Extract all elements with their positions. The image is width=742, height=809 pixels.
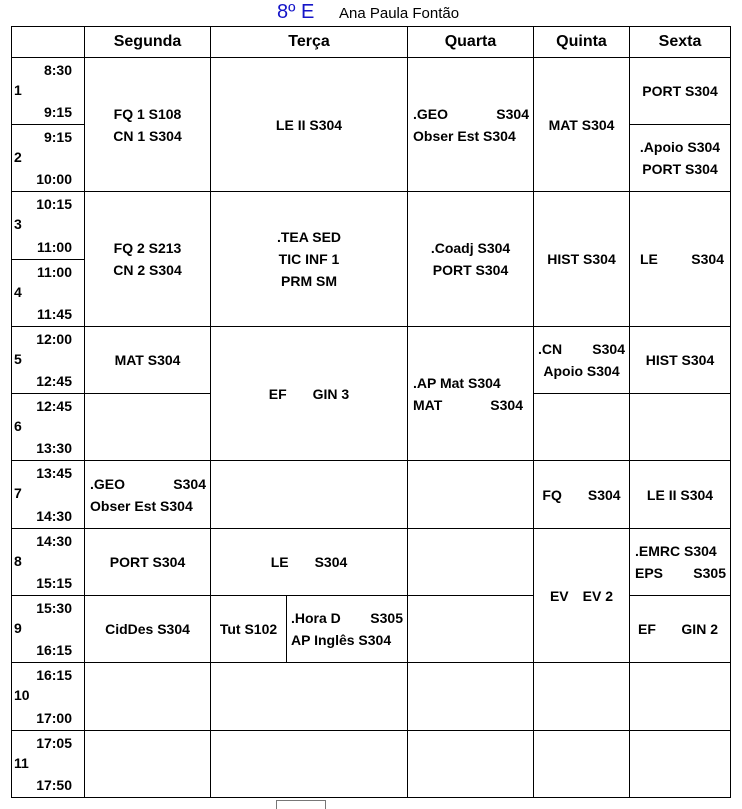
- lesson-line: MAT S304: [548, 116, 615, 133]
- period-start: 11:00: [36, 264, 72, 280]
- lesson-line: [211, 383, 407, 405]
- lesson-line: Obser Est S304: [413, 127, 516, 144]
- period-start: 12:00: [36, 331, 72, 347]
- day-header-sexta: Sexta: [630, 27, 731, 58]
- day-header-terca: Terça: [211, 27, 408, 58]
- lesson-line: PORT S304: [642, 161, 718, 177]
- period-start: 17:05: [36, 735, 72, 751]
- lesson-line: [534, 484, 629, 506]
- period-end: 11:45: [36, 306, 72, 322]
- lesson-line: [211, 551, 407, 573]
- period-end: 9:15: [43, 104, 72, 120]
- footer-box: [276, 800, 326, 809]
- period-time-cell: [12, 327, 85, 394]
- lesson-cell: [211, 327, 408, 461]
- lesson-line: FQ 2 S213: [113, 240, 182, 256]
- period-number: 5: [14, 351, 22, 367]
- period-time-cell: [12, 394, 85, 461]
- period-time-cell: [12, 260, 85, 327]
- period-start: 8:30: [43, 62, 72, 78]
- period-end: 17:50: [36, 777, 72, 793]
- lesson-cell: [630, 192, 731, 327]
- day-header-row: [12, 27, 731, 58]
- lesson-line: HIST S304: [645, 352, 715, 368]
- empty-cell: [408, 529, 534, 596]
- period-time-cell: [12, 192, 85, 260]
- lesson-line: PORT S304: [109, 554, 186, 570]
- lesson-line: MAT S304: [114, 352, 181, 368]
- period-row: [12, 461, 731, 529]
- lesson-line: [90, 473, 210, 495]
- day-header-quinta: Quinta: [534, 27, 630, 58]
- lesson-line: [534, 585, 629, 607]
- lesson-line: LE II S304: [275, 116, 343, 133]
- lesson-subject: LE: [640, 251, 658, 267]
- period-start: 13:45: [36, 465, 72, 481]
- period-number: 3: [14, 216, 22, 232]
- lesson-line: [534, 338, 629, 360]
- period-number: 8: [14, 553, 22, 569]
- lesson-room: S304: [592, 341, 625, 357]
- period-number: 10: [14, 687, 30, 703]
- lesson-line: Obser Est S304: [90, 497, 193, 514]
- lesson-room: S304: [691, 251, 724, 267]
- lesson-subject: .CN: [538, 341, 563, 357]
- lesson-line: CN 1 S304: [113, 127, 182, 144]
- period-number: 2: [14, 149, 22, 165]
- lesson-cell: [85, 461, 211, 529]
- lesson-subject: MAT: [413, 396, 443, 413]
- timetable: [11, 26, 731, 798]
- lesson-line: [291, 607, 407, 629]
- lesson-subject: .GEO: [413, 105, 449, 122]
- period-start: 9:15: [43, 129, 72, 145]
- lesson-line: PRM SM: [281, 273, 337, 289]
- teacher-name: Ana Paula Fontão: [339, 5, 460, 22]
- empty-cell: [630, 731, 731, 798]
- period-start: 14:30: [36, 533, 72, 549]
- lesson-line: PORT S304: [432, 262, 509, 278]
- lesson-cell: [85, 596, 211, 663]
- class-name: 8º E: [277, 1, 315, 23]
- day-header-segunda: Segunda: [85, 27, 211, 58]
- lesson-subject: .GEO: [90, 475, 126, 492]
- empty-cell: [408, 596, 534, 663]
- lesson-line: [630, 618, 730, 640]
- lesson-cell: [534, 327, 630, 394]
- period-row: [12, 663, 731, 731]
- lesson-cell: [630, 58, 731, 125]
- period-row: [12, 58, 731, 125]
- lesson-room: S304: [587, 486, 621, 503]
- lesson-room: S304: [314, 554, 348, 570]
- period-row: [12, 529, 731, 596]
- period-end: 10:00: [36, 171, 72, 187]
- period-start: 12:45: [36, 398, 72, 414]
- period-time-cell: [12, 663, 85, 731]
- period-start: 15:30: [36, 600, 72, 616]
- lesson-line: [413, 103, 533, 125]
- lesson-room: S304: [173, 475, 206, 492]
- empty-cell: [211, 663, 408, 731]
- lesson-cell: [85, 327, 211, 394]
- lesson-room: S305: [693, 565, 726, 581]
- lesson-line: Apoio S304: [543, 363, 620, 379]
- lesson-line: HIST S304: [547, 251, 616, 267]
- period-start: 10:15: [36, 196, 72, 212]
- period-number: 1: [14, 82, 22, 98]
- period-number: 6: [14, 418, 22, 434]
- period-start: 16:15: [36, 667, 72, 683]
- period-end: 11:00: [36, 239, 72, 255]
- lesson-cell: [630, 461, 731, 529]
- lesson-line: [635, 562, 730, 584]
- lesson-cell: [408, 327, 534, 461]
- lesson-line: .AP Mat S304: [413, 374, 501, 391]
- lesson-line: AP Inglês S304: [291, 632, 392, 648]
- period-end: 13:30: [36, 440, 72, 456]
- empty-cell: [408, 731, 534, 798]
- lesson-line: Tut S102: [219, 621, 278, 637]
- lesson-cell: [534, 461, 630, 529]
- lesson-cell: [211, 529, 408, 596]
- lesson-cell: [630, 125, 731, 192]
- period-time-cell: [12, 529, 85, 596]
- lesson-room: S304: [490, 396, 523, 413]
- period-number: 9: [14, 620, 22, 636]
- period-end: 15:15: [36, 575, 72, 591]
- lesson-subject: EV: [549, 587, 569, 604]
- lesson-cell: [287, 596, 408, 663]
- lesson-room: S305: [370, 610, 403, 626]
- lesson-line: .Coadj S304: [430, 240, 511, 256]
- lesson-cell: [534, 192, 630, 327]
- period-end: 16:15: [36, 642, 72, 658]
- lesson-cell: [408, 192, 534, 327]
- lesson-cell: [211, 58, 408, 192]
- empty-cell: [85, 731, 211, 798]
- lesson-subject: EPS: [635, 565, 664, 581]
- period-number: 7: [14, 485, 22, 501]
- lesson-line: [630, 248, 730, 270]
- empty-cell: [85, 394, 211, 461]
- lesson-subject: FQ: [542, 486, 562, 503]
- period-number: 11: [14, 755, 29, 771]
- lesson-line: CN 2 S304: [113, 262, 182, 278]
- period-time-cell: [12, 125, 85, 192]
- lesson-line: [413, 394, 533, 416]
- empty-cell: [408, 663, 534, 731]
- period-row: [12, 192, 731, 260]
- empty-cell: [630, 663, 731, 731]
- lesson-line: LE II S304: [646, 486, 714, 503]
- lesson-cell: [630, 529, 731, 596]
- empty-cell: [211, 461, 408, 529]
- lesson-room: EV 2: [582, 587, 614, 604]
- lesson-cell: [85, 192, 211, 327]
- empty-cell: [534, 663, 630, 731]
- period-row: [12, 327, 731, 394]
- lesson-line: .TEA SED: [276, 229, 342, 245]
- lesson-room: S304: [496, 105, 529, 122]
- lesson-cell: [534, 58, 630, 192]
- empty-cell: [534, 731, 630, 798]
- lesson-cell: [211, 596, 287, 663]
- lesson-line: PORT S304: [642, 83, 718, 99]
- period-time-cell: [12, 731, 85, 798]
- lesson-line: TIC INF 1: [278, 251, 340, 267]
- lesson-room: GIN 2: [681, 621, 718, 637]
- lesson-subject: EF: [268, 385, 287, 402]
- lesson-subject: LE: [270, 554, 289, 570]
- empty-cell: [85, 663, 211, 731]
- day-header-quarta: Quarta: [408, 27, 534, 58]
- empty-cell: [534, 394, 630, 461]
- period-number: 4: [14, 284, 22, 300]
- period-row: [12, 731, 731, 798]
- period-end: 12:45: [36, 373, 72, 389]
- empty-cell: [630, 394, 731, 461]
- lesson-cell: [85, 529, 211, 596]
- period-time-cell: [12, 461, 85, 529]
- period-time-cell: [12, 58, 85, 125]
- period-end: 17:00: [36, 710, 72, 726]
- lesson-line: FQ 1 S108: [113, 105, 182, 122]
- lesson-cell: [630, 327, 731, 394]
- lesson-subject: .Hora D: [291, 610, 341, 626]
- empty-cell: [211, 731, 408, 798]
- empty-cell: [408, 461, 534, 529]
- corner-cell: [12, 27, 85, 58]
- lesson-subject: EF: [638, 621, 656, 637]
- lesson-cell: [211, 192, 408, 327]
- lesson-room: GIN 3: [312, 385, 350, 402]
- lesson-line: .EMRC S304: [635, 543, 717, 559]
- period-end: 14:30: [36, 508, 72, 524]
- lesson-cell: [85, 58, 211, 192]
- period-time-cell: [12, 596, 85, 663]
- lesson-cell: [408, 58, 534, 192]
- lesson-line: CidDes S304: [105, 621, 190, 637]
- lesson-cell: [534, 529, 630, 663]
- lesson-cell: [630, 596, 731, 663]
- header: [0, 0, 742, 26]
- lesson-line: .Apoio S304: [639, 139, 721, 155]
